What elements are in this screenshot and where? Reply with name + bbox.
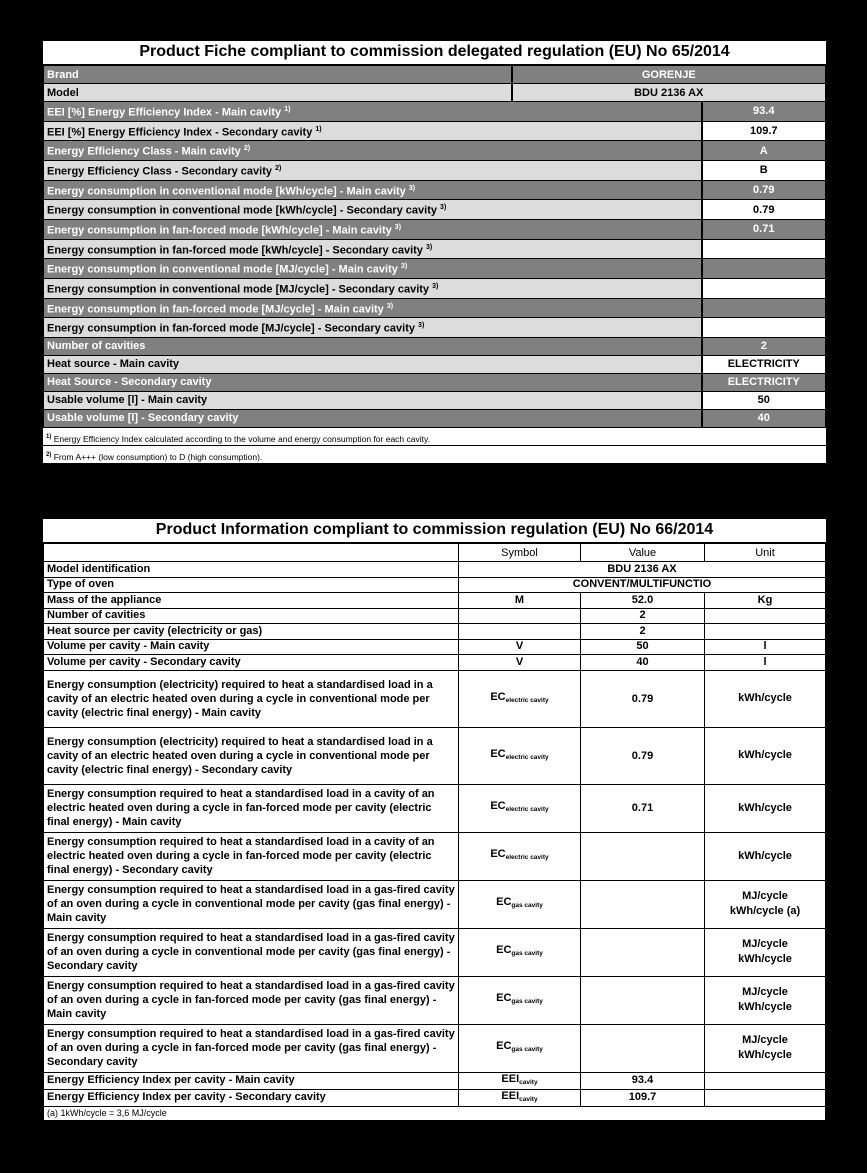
footnote-ref: 3): [400, 263, 408, 271]
eei-row-value: 93.4: [581, 1072, 705, 1089]
fiche-row: [44, 121, 826, 141]
fiche-row-label: Energy Efficiency Class - Secondary cavity $^{2)}$: [44, 160, 702, 180]
unit-secondary: kWh/cycle: [738, 1001, 792, 1013]
fiche-table: [43, 65, 826, 428]
footnote-ref: 3): [418, 322, 425, 330]
fiche-row-label: Usable volume [l] - Main cavity: [44, 391, 702, 409]
info-row: [44, 639, 826, 655]
energy-row-value: 0.71: [581, 784, 705, 832]
footnote-ref: 3): [386, 302, 394, 310]
info-row-value: 2: [581, 624, 705, 640]
fiche-row-value: 93.4: [702, 102, 826, 122]
info-row-value: 52.0: [581, 593, 705, 609]
fiche-row-label: Heat Source - Secondary cavity: [44, 373, 702, 391]
symbol-subscript: gas cavity: [511, 902, 543, 909]
fiche-notes: [43, 428, 826, 482]
fiche-row-value: [702, 239, 826, 259]
fiche-note: [43, 446, 826, 464]
fiche-row: [44, 219, 826, 239]
symbol-cell: [459, 1024, 581, 1072]
info-row: [44, 624, 826, 640]
energy-row: [44, 784, 826, 832]
info-table: [43, 543, 826, 1121]
footnote-ref: 3): [408, 184, 416, 192]
info-row-label: Volume per cavity - Main cavity: [44, 639, 459, 655]
fiche-row: [44, 278, 826, 298]
fiche-brand-row: [44, 66, 826, 84]
unit-primary: MJ/cycle: [742, 938, 788, 950]
symbol-text: V: [515, 655, 524, 668]
fiche-row-label: Energy consumption in fan-forced mode [kWh/cycle] - Secondary cavity $^{3)}$: [44, 239, 702, 259]
fiche-row-label: EEI [%] Energy Efficiency Index - Main cavity $^{1)}$: [44, 102, 702, 122]
type-of-oven-value: CONVENT/MULTIFUNCTIO: [459, 577, 826, 593]
header-value: Value: [581, 544, 705, 562]
energy-row: [44, 976, 826, 1024]
fiche-row: [44, 180, 826, 200]
footnote-ref: 3): [432, 282, 439, 290]
info-header-row: [44, 544, 826, 562]
fiche-row-label: Energy consumption in conventional mode [MJ/cycle] - Main cavity $^{3)}$: [44, 259, 702, 279]
energy-row-unit: [705, 832, 826, 880]
fiche-model-row: [44, 84, 826, 102]
fiche-note: [43, 428, 826, 446]
info-row-unit: [705, 624, 826, 640]
type-of-oven-label: Type of oven: [44, 577, 459, 593]
fiche-note: [43, 464, 826, 482]
fiche-row: [44, 298, 826, 318]
energy-row-value: [581, 928, 705, 976]
fiche-row-label: Energy consumption in fan-forced mode [kWh/cycle] - Main cavity $^{3)}$: [44, 219, 702, 239]
unit-primary: kWh/cycle: [738, 749, 792, 761]
footnote-ref: 3): [394, 223, 402, 231]
fiche-row-value: [702, 318, 826, 338]
energy-row-label: Energy consumption (electricity) required to heat a standardised load in a cavity of an electric heated oven during a cycle in conventional mode per cavity (electric final energy) - Secondary cavity: [44, 727, 459, 784]
energy-row: [44, 928, 826, 976]
symbol-subscript: electric cavity: [505, 854, 549, 861]
fiche-row: [44, 355, 826, 373]
type-of-oven-row: [44, 577, 826, 593]
symbol-cell: [459, 1072, 581, 1089]
info-row: [44, 608, 826, 624]
fiche-row-value: 0.71: [702, 219, 826, 239]
energy-row-value: [581, 1024, 705, 1072]
info-row-unit: l: [705, 639, 826, 655]
symbol-text: V: [515, 640, 524, 653]
symbol-text: EEI: [501, 1089, 520, 1102]
fiche-row: [44, 259, 826, 279]
info-row-unit: l: [705, 655, 826, 671]
energy-row-unit: [705, 784, 826, 832]
energy-row-label: Energy consumption required to heat a standardised load in a cavity of an electric heated oven during a cycle in fan-forced mode per cavity (electric final energy) - Main cavity: [44, 784, 459, 832]
fiche-row-value: [702, 278, 826, 298]
unit-primary: MJ/cycle: [742, 986, 788, 998]
symbol-text: EEI: [501, 1072, 520, 1085]
symbol-subscript: cavity: [519, 1078, 538, 1086]
symbol-cell: [459, 608, 581, 624]
symbol-cell: [459, 832, 581, 880]
symbol-cell: [459, 880, 581, 928]
symbol-subscript: gas cavity: [511, 950, 543, 957]
unit-primary: MJ/cycle: [742, 890, 788, 902]
energy-row: [44, 670, 826, 727]
energy-row-unit: [705, 976, 826, 1024]
fiche-row: [44, 102, 826, 122]
energy-row-value: [581, 976, 705, 1024]
model-identification-row: [44, 562, 826, 578]
fiche-row: [44, 239, 826, 259]
fiche-row-label: Energy consumption in conventional mode [MJ/cycle] - Secondary cavity $^{3)}$: [44, 278, 702, 298]
fiche-row-value: ELECTRICITY: [702, 355, 826, 373]
fiche-row-value: 40: [702, 409, 826, 427]
energy-row-label: Energy consumption (electricity) required to heat a standardised load in a cavity of an electric heated oven during a cycle in conventional mode per cavity (electric final energy) - Main cavity: [44, 670, 459, 727]
info-footnote: (a) 1kWh/cycle = 3,6 MJ/cycle: [44, 1106, 826, 1120]
fiche-row-label: Usable volume [l] - Secondary cavity: [44, 409, 702, 427]
info-row-label: Mass of the appliance: [44, 593, 459, 609]
model-value: BDU 2136 AX: [512, 84, 826, 102]
energy-row-value: [581, 880, 705, 928]
fiche-row: [44, 318, 826, 338]
unit-secondary: kWh/cycle: [738, 953, 792, 965]
fiche-row-label: Energy consumption in conventional mode [kWh/cycle] - Main cavity $^{3)}$: [44, 180, 702, 200]
info-row-unit: [705, 608, 826, 624]
fiche-row-value: B: [702, 160, 826, 180]
energy-row-label: Energy consumption required to heat a standardised load in a gas-fired cavity of an oven during a cycle in conventional mode per cavity (gas final energy) - Secondary cavity: [44, 928, 459, 976]
symbol-text: EC: [496, 1040, 512, 1052]
symbol-text: EC: [490, 690, 506, 703]
symbol-cell: [459, 639, 581, 655]
energy-row-label: Energy consumption required to heat a standardised load in a cavity of an electric heated oven during a cycle in fan-forced mode per cavity (electric final energy) - Secondary cavity: [44, 832, 459, 880]
fiche-row-value: A: [702, 141, 826, 161]
info-title: Product Information compliant to commission regulation (EU) No 66/2014: [43, 519, 826, 543]
symbol-cell: [459, 976, 581, 1024]
info-footnote-row: [44, 1106, 826, 1120]
unit-primary: kWh/cycle: [738, 849, 792, 862]
fiche-row-label: Energy consumption in conventional mode [kWh/cycle] - Secondary cavity $^{3)}$: [44, 200, 702, 220]
symbol-text: EC: [490, 848, 506, 860]
fiche-row-value: [702, 259, 826, 279]
fiche-row-label: Heat source - Main cavity: [44, 355, 702, 373]
fiche-row-value: 0.79: [702, 180, 826, 200]
energy-row-unit: [705, 880, 826, 928]
note-marker: 3): [46, 469, 52, 476]
symbol-cell: [459, 727, 581, 784]
note-text: Energy Efficiency Index calculated according to the volume and energy consumption for each cavity.: [53, 433, 430, 444]
symbol-cell: [459, 784, 581, 832]
fiche-row-value: ELECTRICITY: [702, 373, 826, 391]
header-symbol: Symbol: [459, 544, 581, 562]
info-row-value: 50: [581, 639, 705, 655]
energy-row: [44, 880, 826, 928]
unit-secondary: kWh/cycle: [738, 1049, 792, 1061]
fiche-row-value: [702, 298, 826, 318]
energy-row-value: 0.79: [581, 670, 705, 727]
symbol-text: EC: [490, 747, 506, 760]
info-row-unit: Kg: [705, 593, 826, 609]
symbol-text: EC: [490, 800, 506, 812]
symbol-text: EC: [496, 944, 512, 956]
fiche-row-label: Energy consumption in fan-forced mode [MJ/cycle] - Secondary cavity $^{3)}$: [44, 318, 702, 338]
fiche-row-label: Energy consumption in fan-forced mode [MJ/cycle] - Main cavity $^{3)}$: [44, 298, 702, 318]
fiche-row: [44, 373, 826, 391]
footnote-ref: 1): [315, 125, 322, 133]
footnote-ref: 1): [284, 106, 291, 113]
eei-row-label: Energy Efficiency Index per cavity - Secondary cavity: [44, 1089, 459, 1106]
symbol-cell: [459, 928, 581, 976]
fiche-row: [44, 409, 826, 427]
fiche-row-label: Energy Efficiency Class - Main cavity $^{2)}$: [44, 141, 702, 161]
unit-primary: MJ/cycle: [742, 1034, 788, 1046]
fiche-row-label: EEI [%] Energy Efficiency Index - Secondary cavity $^{1)}$: [44, 121, 702, 141]
energy-row-value: 0.79: [581, 727, 705, 784]
symbol-text: EC: [496, 896, 512, 908]
note-text: Based on the results of standards tests that simulate the thermal properties of food. The consumption will depend on how the appliance is used.: [53, 469, 594, 480]
note-marker: 2): [46, 451, 52, 458]
eei-row: [44, 1089, 826, 1106]
symbol-cell: [459, 655, 581, 671]
unit-primary: kWh/cycle: [738, 801, 792, 814]
energy-row-label: Energy consumption required to heat a standardised load in a gas-fired cavity of an oven during a cycle in fan-forced mode per cavity (gas final energy) - Secondary cavity: [44, 1024, 459, 1072]
info-row-label: Volume per cavity - Secondary cavity: [44, 655, 459, 671]
info-row-value: 40: [581, 655, 705, 671]
fiche-row-value: 0.79: [702, 200, 826, 220]
fiche-row-label: Number of cavities: [44, 337, 702, 355]
header-unit: Unit: [705, 544, 826, 562]
brand-value: GORENJE: [512, 66, 826, 84]
fiche-row: [44, 141, 826, 161]
fiche-row: [44, 391, 826, 409]
symbol-subscript: electric cavity: [505, 806, 549, 813]
unit-secondary: kWh/cycle (a): [729, 905, 801, 917]
model-identification-label: Model identification: [44, 562, 459, 578]
symbol-cell: [459, 670, 581, 727]
info-row-label: Number of cavities: [44, 608, 459, 624]
fiche-title: Product Fiche compliant to commission delegated regulation (EU) No 65/2014: [43, 41, 826, 65]
energy-row-label: Energy consumption required to heat a standardised load in a gas-fired cavity of an oven during a cycle in conventional mode per cavity (gas final energy) - Main cavity: [44, 880, 459, 928]
brand-label: Brand: [44, 66, 512, 84]
energy-row-value: [581, 832, 705, 880]
unit-primary: kWh/cycle: [738, 692, 792, 704]
model-label: Model: [44, 84, 512, 102]
symbol-subscript: gas cavity: [511, 1046, 543, 1053]
energy-row: [44, 1024, 826, 1072]
footnote-ref: 3): [425, 243, 433, 251]
product-information: [42, 518, 827, 1122]
note-text: From A+++ (low consumption) to D (high consumption).: [53, 451, 263, 462]
symbol-cell: [459, 1089, 581, 1106]
energy-row-unit: [705, 1024, 826, 1072]
symbol-subscript: electric cavity: [505, 753, 549, 761]
fiche-row-value: 109.7: [702, 121, 826, 141]
eei-row-unit: [705, 1089, 826, 1106]
energy-row-label: Energy consumption required to heat a standardised load in a gas-fired cavity of an oven during a cycle in fan-forced mode per cavity (gas final energy) - Main cavity: [44, 976, 459, 1024]
energy-row-unit: [705, 670, 826, 727]
info-row-value: 2: [581, 608, 705, 624]
energy-row-unit: [705, 727, 826, 784]
eei-row-value: 109.7: [581, 1089, 705, 1106]
symbol-subscript: electric cavity: [505, 696, 549, 704]
footnote-ref: 2): [275, 164, 282, 172]
info-row: [44, 593, 826, 609]
info-row-label: Heat source per cavity (electricity or gas): [44, 624, 459, 640]
symbol-subscript: gas cavity: [511, 998, 543, 1005]
eei-row-label: Energy Efficiency Index per cavity - Main cavity: [44, 1072, 459, 1089]
fiche-row-value: 50: [702, 391, 826, 409]
eei-row-unit: [705, 1072, 826, 1089]
symbol-text: M: [514, 593, 525, 606]
footnote-ref: 2): [243, 145, 251, 153]
energy-row: [44, 832, 826, 880]
fiche-row: [44, 200, 826, 220]
model-identification-value: BDU 2136 AX: [459, 562, 826, 578]
fiche-row: [44, 337, 826, 355]
fiche-row: [44, 160, 826, 180]
energy-row-unit: [705, 928, 826, 976]
info-row: [44, 655, 826, 671]
symbol-text: EC: [496, 992, 512, 1004]
footnote-ref: 3): [440, 204, 447, 212]
energy-row: [44, 727, 826, 784]
symbol-cell: [459, 593, 581, 609]
product-fiche: [42, 40, 827, 480]
note-marker: 1): [46, 433, 52, 440]
symbol-subscript: cavity: [519, 1095, 538, 1103]
eei-row: [44, 1072, 826, 1089]
fiche-row-value: 2: [702, 337, 826, 355]
symbol-cell: [459, 624, 581, 640]
